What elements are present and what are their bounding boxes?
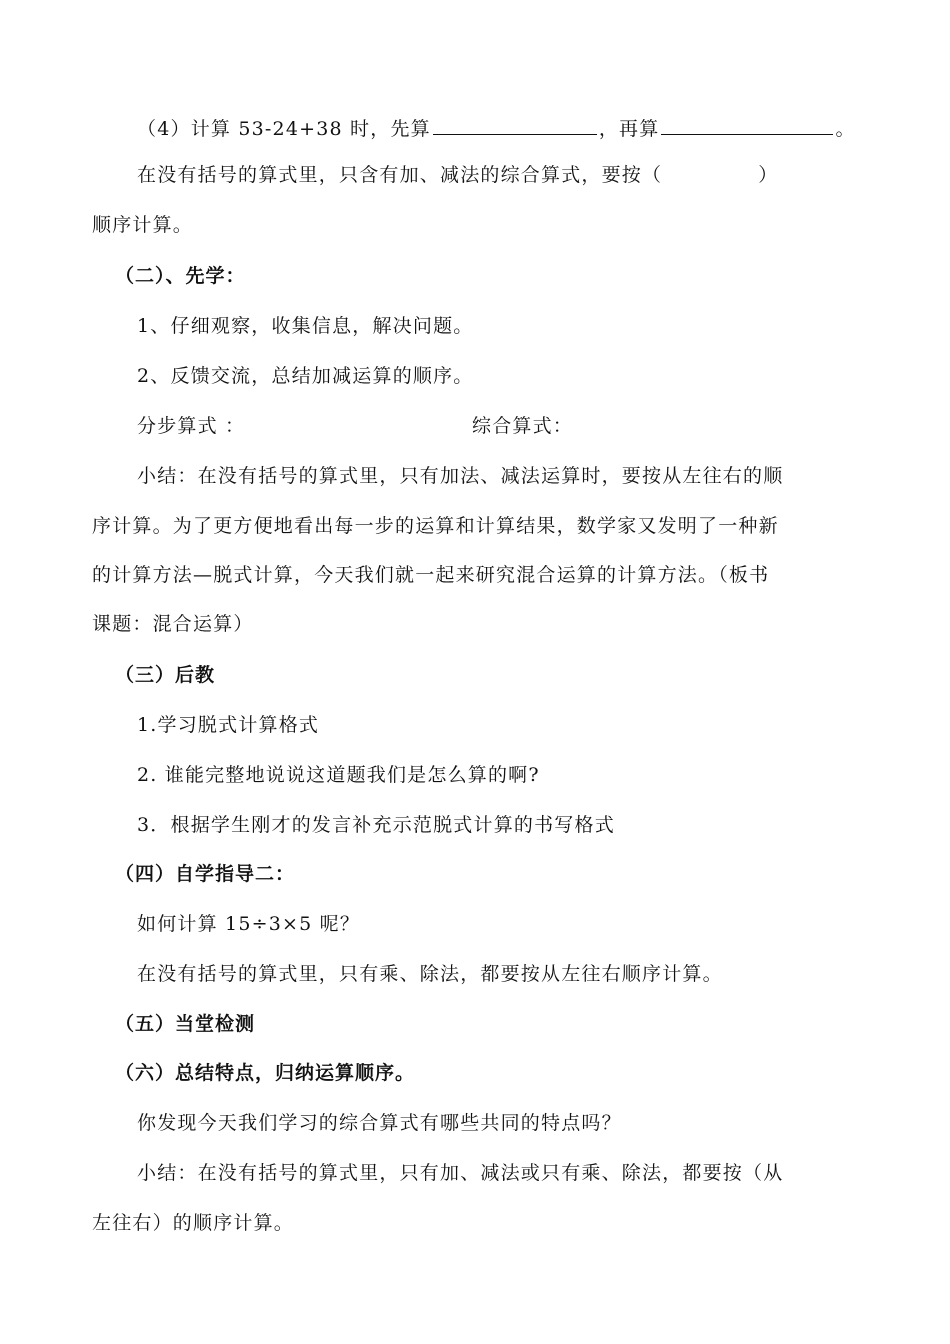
q4-suffix: 。 <box>835 118 856 140</box>
rule-intro-close: ） <box>758 164 779 186</box>
section6-summary-line1: 小结：在没有括号的算式里，只有加、减法或只有乘、除法，都要按（从 <box>137 1162 784 1184</box>
section3-item2: 2. 谁能完整地说说这道题我们是怎么算的啊? <box>137 764 540 786</box>
rule-intro-cont: 顺序计算。 <box>92 214 194 236</box>
section4-title: （四）自学指导二： <box>115 863 296 885</box>
section4-rule: 在没有括号的算式里，只有乘、除法，都要按从左往右顺序计算。 <box>137 963 723 985</box>
section6-summary-line2: 左往右）的顺序计算。 <box>92 1212 295 1234</box>
section6-question: 你发现今天我们学习的综合算式有哪些共同的特点吗？ <box>137 1112 622 1134</box>
section6-title: （六）总结特点，归纳运算顺序。 <box>115 1062 416 1084</box>
rule-intro-text: 在没有括号的算式里，只含有加、减法的综合算式，要按（ <box>137 164 663 186</box>
q4-blank-first[interactable] <box>433 112 597 135</box>
section3-item1: 1.学习脱式计算格式 <box>137 714 320 736</box>
q4-prefix: （4）计算 53-24+38 时，先算 <box>137 118 431 140</box>
section3-title: （三）后教 <box>115 664 216 686</box>
section5-title: （五）当堂检测 <box>115 1013 256 1035</box>
q4-line <box>137 112 856 143</box>
section2-stepwise: 分步算式 ： <box>137 415 246 437</box>
summary1-line4: 课题：混合运算） <box>92 613 254 635</box>
section2-combined: 综合算式： <box>472 415 574 437</box>
summary1-line1: 小结：在没有括号的算式里，只有加法、减法运算时，要按从左往右的顺 <box>137 465 784 487</box>
q4-blank-second[interactable] <box>661 112 833 135</box>
summary1-line2: 序计算。为了更方便地看出每一步的运算和计算结果，数学家又发明了一种新 <box>92 515 779 537</box>
section4-question: 如何计算 15÷3×5 呢？ <box>137 913 361 935</box>
section3-item3: 3．根据学生刚才的发言补充示范脱式计算的书写格式 <box>137 814 615 836</box>
rule-intro-line <box>137 161 778 189</box>
section2-item2: 2、反馈交流，总结加减运算的顺序。 <box>137 365 474 387</box>
q4-middle: ，再算 <box>598 118 660 140</box>
summary1-line3: 的计算方法—脱式计算，今天我们就一起来研究混合运算的计算方法。（板书 <box>92 564 770 586</box>
section2-title: （二）、先学： <box>115 265 246 287</box>
section2-item1: 1、仔细观察，收集信息，解决问题。 <box>137 315 474 337</box>
